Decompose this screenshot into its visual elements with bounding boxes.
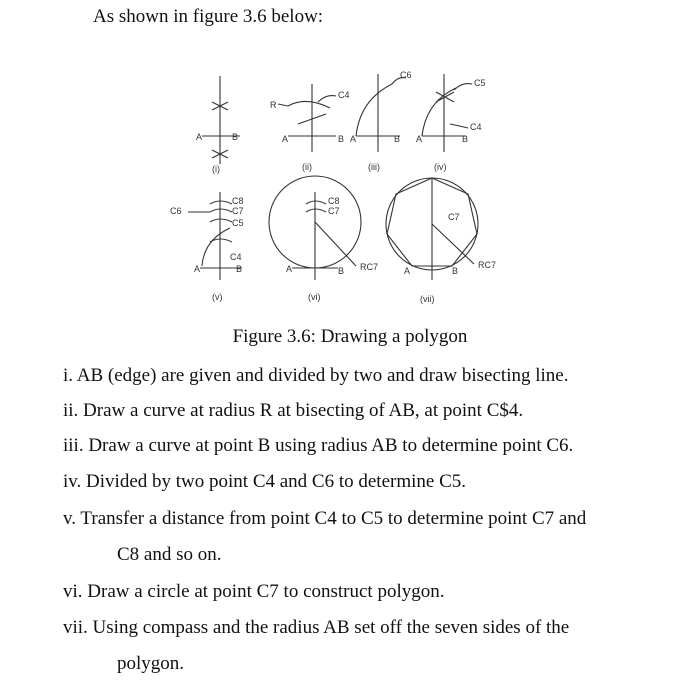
panel-i-number: (i) [212,164,220,174]
panel-iii-label-b: B [394,134,401,144]
panel-v-label-c6: C6 [170,206,182,216]
panel-vi-label-b: B [338,266,345,276]
panel-vi-label-c8: C8 [328,196,340,206]
panel-vii-label-b: B [452,266,459,276]
panel-vi-label-c7: C7 [328,206,340,216]
panel-v-arc-c8 [210,201,232,204]
panel-v-label-b: B [236,264,243,274]
panel-iii-label-a: A [350,134,357,144]
panel-ii-arc-r [288,101,330,108]
panel-iii-number: (iii) [368,162,380,172]
panel-iv-label-c5: C5 [474,78,486,88]
panel-iii [350,70,412,172]
panel-ii-label-a: A [282,134,289,144]
panel-ii-leader-r [278,104,288,106]
panel-iv-leader-c5 [454,84,472,90]
figure-caption: Figure 3.6: Drawing a polygon [232,326,468,347]
panel-ii-label-c4: C4 [338,90,350,100]
panel-ii-label-r: R [270,100,277,110]
panel-iii-arc-b [356,84,392,136]
panel-v-label-c7: C7 [232,206,244,216]
step-v-continued: C8 and so on. [117,544,222,565]
panel-vi-radius [315,222,356,266]
panel-vi [269,176,378,302]
panel-vi-arcs [306,201,326,212]
panel-v-arc-c5 [210,219,232,222]
panel-iv-arc-b [422,88,456,136]
step-ii: ii. Draw a curve at radius R at bisecting of AB, at point C$4. [63,400,524,421]
panel-iv-label-b: B [462,134,469,144]
panel-ii [270,84,350,172]
panel-v-label-a: A [194,264,201,274]
panel-ii-number: (ii) [302,162,312,172]
step-vi: vi. Draw a circle at point C7 to construct polygon. [63,581,445,602]
panel-vii-label-a: A [404,266,411,276]
step-v: v. Transfer a distance from point C4 to C5 to determine point C7 and [63,508,587,529]
panel-v-arc-c7 [210,209,232,212]
panel-v [170,192,244,302]
intro-text: As shown in figure 3.6 below: [93,6,324,27]
panel-i-label-b: B [232,132,239,142]
panel-iv-label-c4: C4 [470,122,482,132]
panel-vi-label-rc7: RC7 [360,262,379,272]
panel-iv [416,74,486,172]
panel-ii-label-b: B [338,134,345,144]
panel-vi-label-a: A [286,264,293,274]
panel-vii-label-rc7: RC7 [478,260,497,270]
step-vii: vii. Using compass and the radius AB set off the seven sides of the [63,617,570,638]
panel-iv-cross [436,92,454,102]
panel-ii-leader-c4 [318,96,336,102]
step-iii: iii. Draw a curve at point B using radius AB to determine point C6. [63,435,574,456]
panel-iv-leader-c4 [450,124,468,128]
panel-vii-radius [432,224,474,264]
panel-vii [386,178,496,304]
step-i: i. AB (edge) are given and divided by two and draw bisecting line. [63,365,569,386]
panel-v-arc-b [202,228,230,266]
panel-vii-label-c7: C7 [448,212,460,222]
panel-iv-label-a: A [416,134,423,144]
panel-v-label-c4: C4 [230,252,242,262]
panel-iii-label-c6: C6 [400,70,412,80]
panel-iv-number: (iv) [434,162,447,172]
panel-vi-number: (vi) [308,292,321,302]
polygon-construction-figure [160,44,520,314]
panel-vii-number: (vii) [420,294,435,304]
step-vii-continued: polygon. [117,653,185,674]
panel-v-number: (v) [212,292,223,302]
step-iv: iv. Divided by two point C4 and C6 to determine C5. [63,471,467,492]
panel-v-label-c5: C5 [232,218,244,228]
panel-i [196,76,240,174]
panel-i-label-a: A [196,132,203,142]
panel-v-label-c8: C8 [232,196,244,206]
